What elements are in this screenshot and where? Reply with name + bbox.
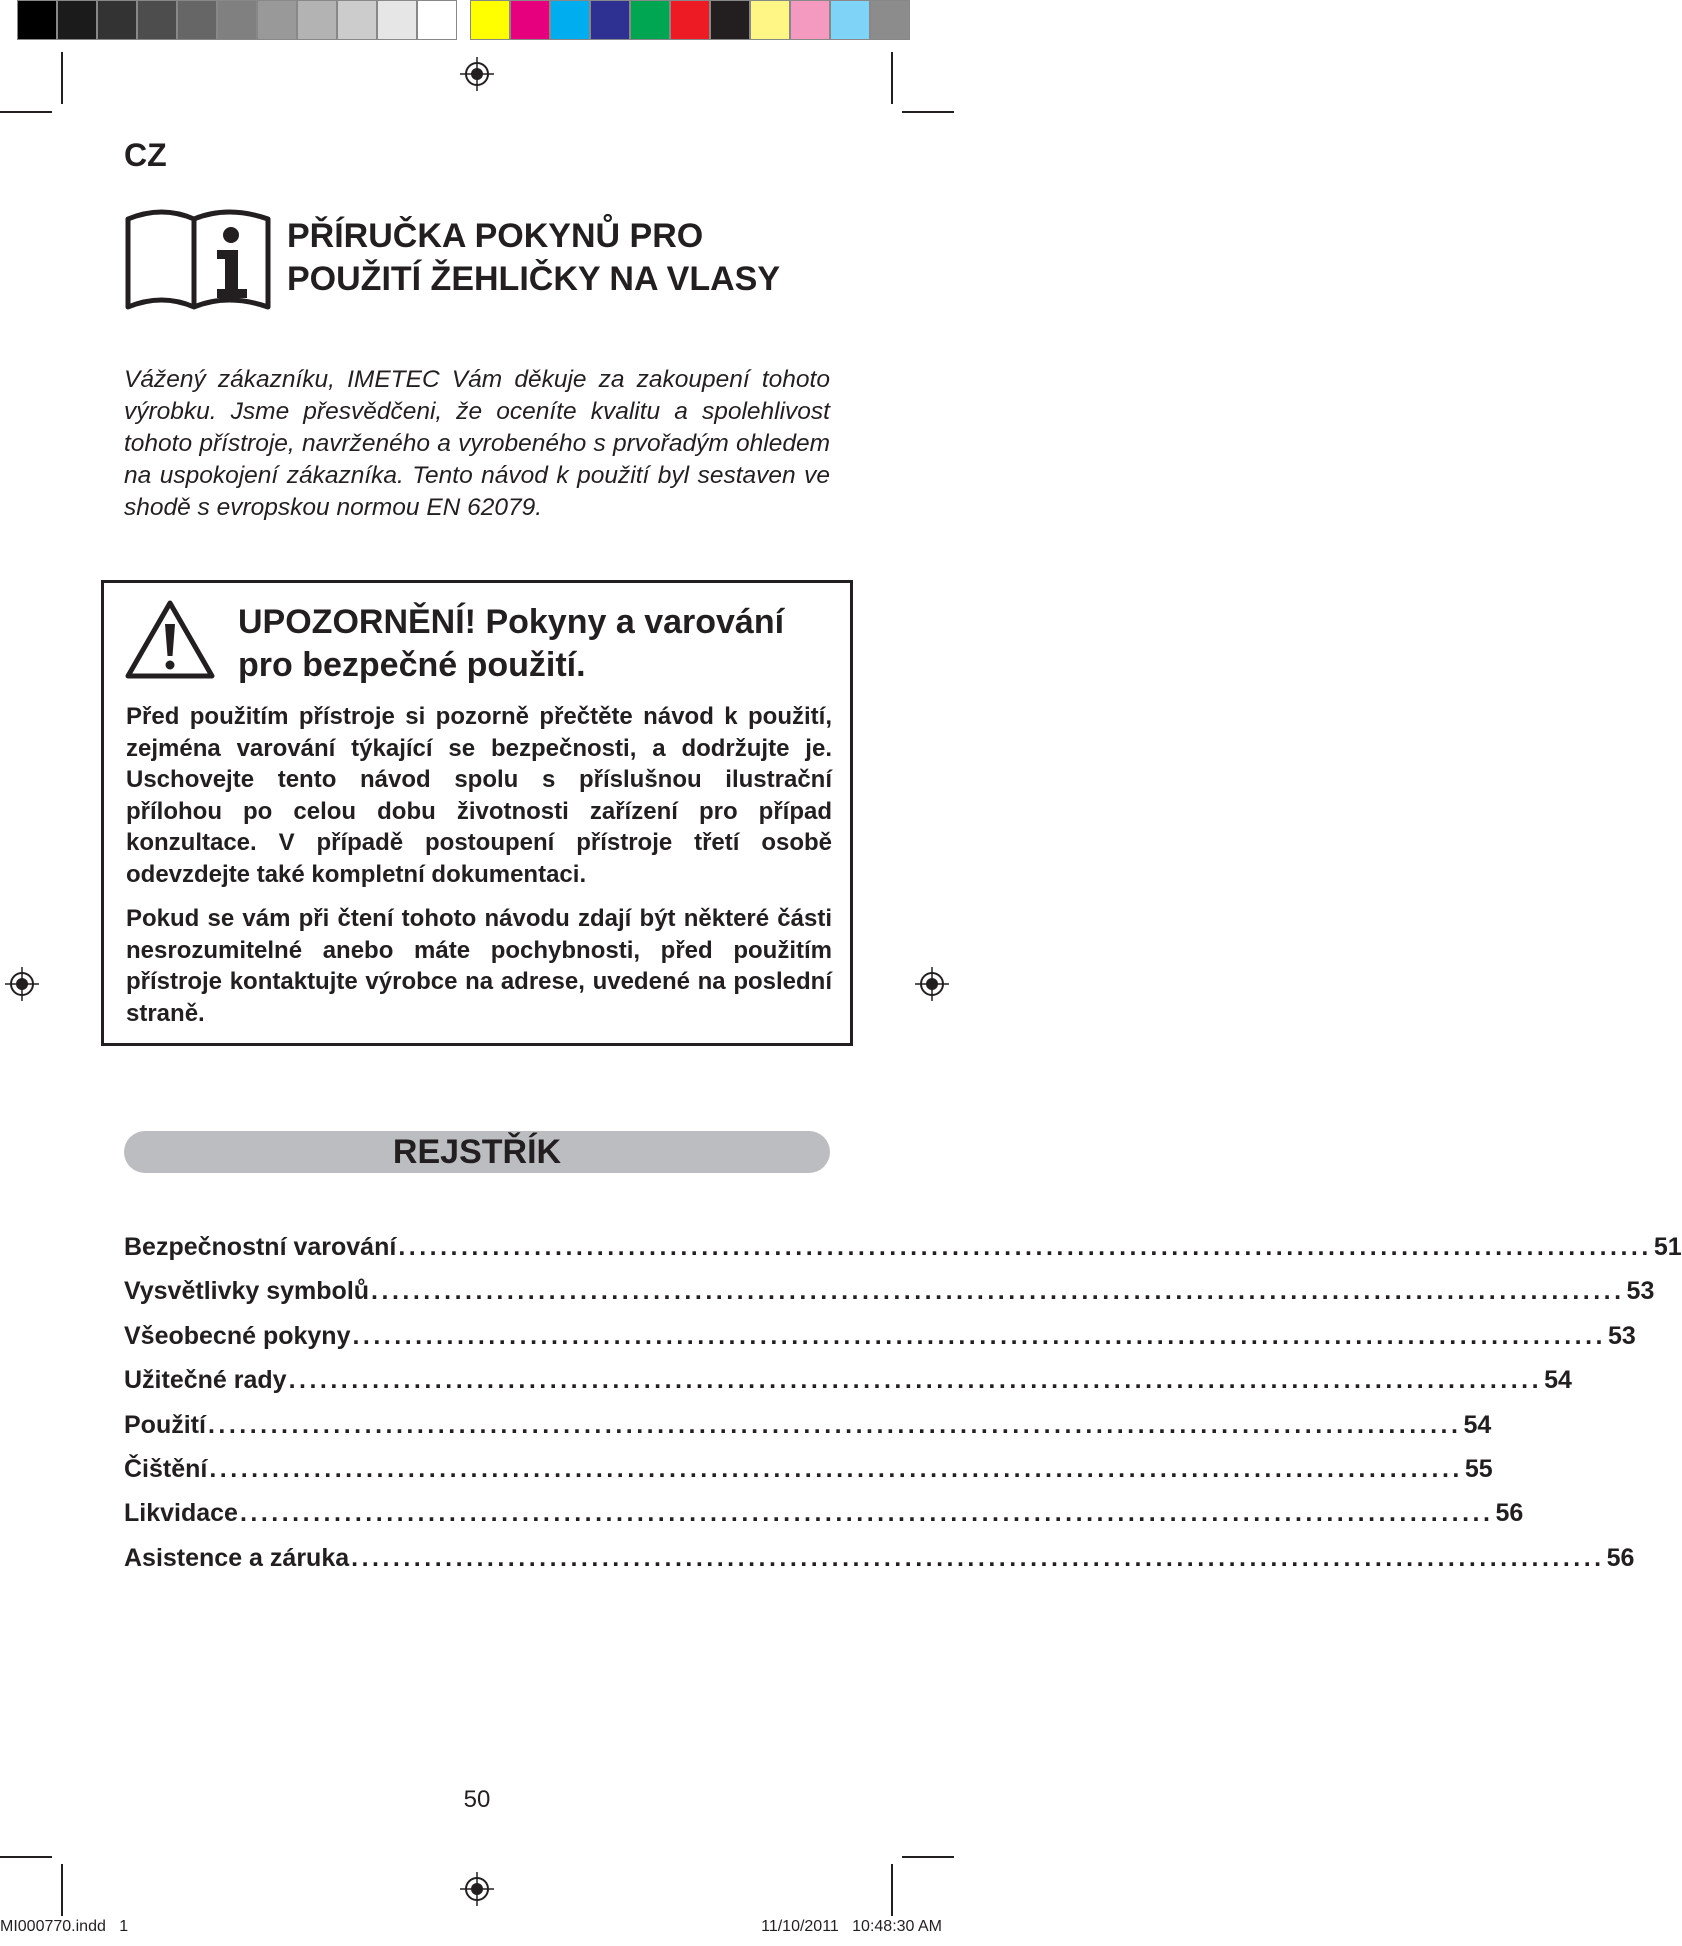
color-swatch bbox=[790, 0, 830, 40]
registration-mark-icon bbox=[915, 967, 949, 1001]
toc-entry-label: Použití bbox=[124, 1410, 206, 1439]
toc-entry-page: 55 bbox=[1464, 1454, 1493, 1483]
toc-leader-dots: ........................................................................................................................ bbox=[207, 1410, 1462, 1439]
warning-box bbox=[101, 580, 853, 1046]
registration-mark-icon bbox=[460, 57, 494, 91]
color-swatch bbox=[337, 0, 377, 40]
toc-entry-page: 53 bbox=[1607, 1321, 1636, 1350]
color-swatch bbox=[830, 0, 870, 40]
warning-title-line-1: UPOZORNĚNÍ! Pokyny a varování bbox=[238, 603, 785, 641]
toc-leader-dots: ........................................................................................................................ bbox=[371, 1277, 1625, 1306]
toc-entry-label: Čištění bbox=[124, 1454, 208, 1483]
page-title-line-2: POUŽITÍ ŽEHLIČKY NA VLASY bbox=[287, 260, 781, 298]
toc-leader-dots: ........................................................................................................................ bbox=[209, 1454, 1463, 1483]
index-header: REJSTŘÍK bbox=[124, 1131, 830, 1173]
toc-leader-dots: ........................................................................................................................ bbox=[352, 1321, 1606, 1350]
color-swatch bbox=[710, 0, 750, 40]
print-timestamp: 11/10/2011 10:48:30 AM bbox=[761, 1918, 942, 1935]
color-swatch bbox=[97, 0, 137, 40]
crop-mark-top-left-v bbox=[61, 52, 63, 104]
instruction-manual-icon bbox=[124, 203, 272, 311]
warning-title bbox=[238, 601, 828, 687]
printer-color-bar bbox=[17, 0, 910, 44]
registration-mark-icon bbox=[5, 967, 39, 1001]
toc-entry-label: Užitečné rady bbox=[124, 1366, 287, 1395]
toc-entry-page: 54 bbox=[1544, 1366, 1572, 1395]
toc-row bbox=[124, 1454, 1493, 1499]
intro-paragraph: Vážený zákazníku, IMETEC Vám děkuje za zakoupení tohoto výrobku. Jsme přesvědčeni, že oceníte kvalitu a spolehlivost tohoto přístroje, navrženého a vyrobeného s prvořadým ohledem na uspokojení zákazníka. Tento návod k použití byl sestaven ve shodě s evropskou normou EN 62079. bbox=[124, 366, 830, 521]
crop-mark-top-left-h bbox=[0, 111, 52, 113]
toc-leader-dots: ........................................................................................................................ bbox=[239, 1499, 1494, 1528]
color-swatch bbox=[57, 0, 97, 40]
toc-entry-label: Všeobecné pokyny bbox=[124, 1321, 351, 1350]
warning-paragraph-2: Pokud se vám při čtení tohoto návodu zdají být některé části nesrozumitelné anebo máte pochybnosti, před použitím přístroje kontaktujte výrobce na adrese, uvedené na poslední straně. bbox=[126, 905, 832, 1027]
toc-row bbox=[124, 1366, 1572, 1410]
table-of-contents bbox=[124, 1233, 1682, 1588]
crop-mark-top-right-h bbox=[902, 111, 954, 113]
color-swatch bbox=[257, 0, 297, 40]
toc-entry-page: 51 bbox=[1653, 1233, 1682, 1261]
toc-leader-dots: ........................................................................................................................ bbox=[398, 1233, 1652, 1261]
toc-leader-dots: ........................................................................................................................ bbox=[351, 1543, 1605, 1572]
color-swatch bbox=[750, 0, 790, 40]
toc-entry-page: 54 bbox=[1463, 1410, 1492, 1439]
color-swatch bbox=[217, 0, 257, 40]
crop-mark-bottom-right-h bbox=[902, 1856, 954, 1858]
color-swatch bbox=[470, 0, 510, 40]
color-swatch bbox=[177, 0, 217, 40]
toc-entry-page: 56 bbox=[1606, 1543, 1635, 1572]
crop-mark-bottom-left-h bbox=[0, 1856, 52, 1858]
crop-mark-bottom-left-v bbox=[61, 1864, 63, 1916]
toc-entry-label: Likvidace bbox=[124, 1499, 238, 1528]
page-title-line-1: PŘÍRUČKA POKYNŮ PRO bbox=[287, 217, 704, 255]
file-slug: MI000770.indd 1 bbox=[0, 1918, 129, 1935]
toc-row bbox=[124, 1321, 1636, 1366]
color-swatch bbox=[630, 0, 670, 40]
toc-entry-page: 53 bbox=[1626, 1277, 1655, 1306]
registration-mark-icon bbox=[460, 1872, 494, 1906]
color-swatch bbox=[550, 0, 590, 40]
page-title bbox=[287, 215, 847, 301]
crop-mark-bottom-right-v bbox=[891, 1864, 893, 1916]
color-swatch bbox=[377, 0, 417, 40]
language-code: CZ bbox=[124, 137, 167, 173]
toc-row bbox=[124, 1410, 1492, 1455]
color-swatch bbox=[137, 0, 177, 40]
color-bar-gap bbox=[457, 0, 470, 44]
color-swatch bbox=[17, 0, 57, 40]
toc-row bbox=[124, 1277, 1655, 1321]
color-swatch bbox=[670, 0, 710, 40]
color-swatch bbox=[510, 0, 550, 40]
toc-leader-dots: ........................................................................................................................ bbox=[288, 1366, 1543, 1395]
crop-mark-top-right-v bbox=[891, 52, 893, 104]
toc-row bbox=[124, 1233, 1682, 1277]
color-swatch bbox=[297, 0, 337, 40]
warning-paragraph-1: Před použitím přístroje si pozorně přečtěte návod k použití, zejména varování týkající se bezpečnosti, a dodržujte je. Uschovejte tento návod spolu s příslušnou ilustrační přílohou po celou dobu životnosti zařízení pro případ konzultace. V případě postoupení přístroje třetí osobě odevzdejte také kompletní dokumentaci. bbox=[126, 703, 832, 888]
toc-row bbox=[124, 1543, 1635, 1588]
toc-row bbox=[124, 1499, 1524, 1543]
warning-triangle-icon bbox=[124, 598, 216, 680]
color-swatch bbox=[870, 0, 910, 40]
color-swatch bbox=[417, 0, 457, 40]
toc-entry-label: Bezpečnostní varování bbox=[124, 1233, 397, 1261]
toc-entry-page: 56 bbox=[1495, 1499, 1524, 1528]
toc-entry-label: Vysvětlivky symbolů bbox=[124, 1277, 370, 1306]
color-swatch bbox=[590, 0, 630, 40]
warning-title-line-2: pro bezpečné použití. bbox=[238, 646, 586, 684]
page-number: 50 bbox=[463, 1786, 491, 1813]
toc-entry-label: Asistence a záruka bbox=[124, 1543, 350, 1572]
